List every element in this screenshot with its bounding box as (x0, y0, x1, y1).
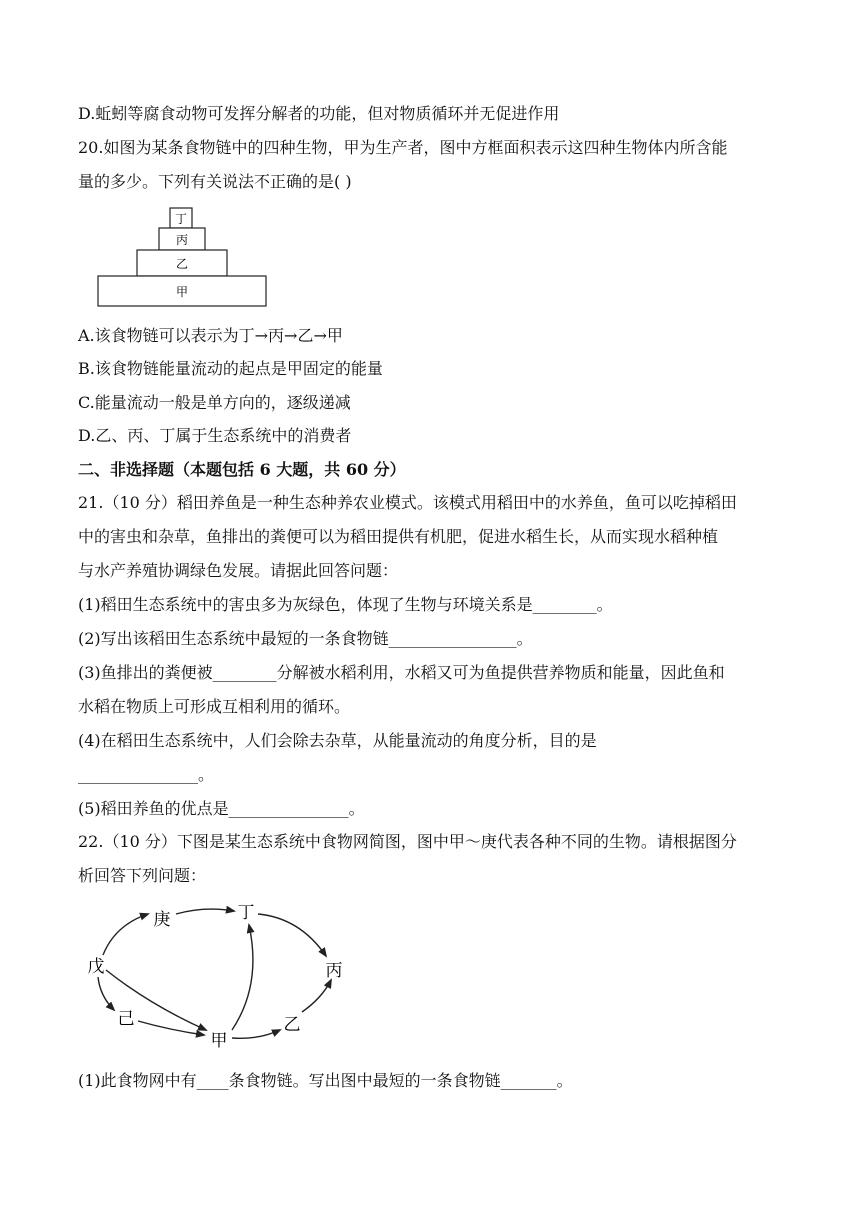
q22-sub-1: (1)此食物网中有____条食物链。写出图中最短的一条食物链_______。 (78, 1071, 573, 1090)
arrow-yi-to-bing (302, 980, 331, 1012)
node-ji: 己 (117, 1009, 135, 1029)
node-geng: 庚 (153, 910, 171, 930)
q22-stem-line-1: 22.（10 分）下图是某生态系统中食物网简图，图中甲～庚代表各种不同的生物。请根据图分 (78, 832, 737, 851)
node-jia: 甲 (210, 1031, 228, 1051)
pyramid-label-ding: 丁 (174, 212, 188, 226)
pyramid-label-yi: 乙 (175, 257, 189, 271)
pyramid-label-bing: 丙 (175, 233, 189, 247)
arrow-ding-to-bing (258, 914, 326, 956)
node-bing: 丙 (325, 961, 343, 981)
q20-option-a: A.该食物链可以表示为丁→丙→乙→甲 (78, 326, 343, 345)
q20-option-b: B.该食物链能量流动的起点是甲固定的能量 (78, 359, 383, 378)
arrow-ji-to-jia (138, 1021, 204, 1035)
food-web-figure (80, 892, 360, 1052)
arrow-jia-to-yi (232, 1030, 280, 1038)
q22-stem-line-2: 析回答下列问题： (78, 866, 207, 885)
q21-sub-4-line-2: _______________。 (78, 765, 215, 784)
q21-sub-5: (5)稻田养鱼的优点是_______________。 (78, 799, 365, 818)
arrow-wu-to-ji (98, 977, 114, 1010)
arrow-jia-to-ding (232, 925, 253, 1030)
node-yi: 乙 (283, 1015, 301, 1035)
pyramid-label-jia: 甲 (175, 285, 189, 299)
q21-stem-line-1: 21.（10 分）稻田养鱼是一种生态种养农业模式。该模式用稻田中的水养鱼，鱼可以吃掉稻田 (78, 493, 737, 512)
section-2-heading: 二、非选择题（本题包括 6 大题，共 60 分） (78, 460, 406, 479)
q20-option-d: D.乙、丙、丁属于生态系统中的消费者 (78, 426, 352, 445)
q21-sub-1: (1)稻田生态系统中的害虫多为灰绿色，体现了生物与环境关系是________。 (78, 595, 613, 614)
q21-stem-line-2: 中的害虫和杂草，鱼排出的粪便可以为稻田提供有机肥，促进水稻生长，从而实现水稻种植 (78, 527, 719, 546)
q21-sub-4-line-1: (4)在稻田生态系统中，人们会除去杂草，从能量流动的角度分析，目的是 (78, 731, 597, 750)
node-ding: 丁 (237, 903, 255, 923)
arrow-geng-to-ding (176, 909, 234, 914)
arrow-wu-to-geng (103, 914, 148, 955)
q20-option-c: C.能量流动一般是单方向的，逐级递减 (78, 393, 351, 412)
q21-sub-2: (2)写出该稻田生态系统中最短的一条食物链________________。 (78, 629, 533, 648)
node-wu: 戊 (87, 957, 105, 977)
q20-stem-line-2: 量的多少。下列有关说法不正确的是( ) (78, 172, 352, 191)
q21-sub-3-line-1: (3)鱼排出的粪便被________分解被水稻利用，水稻又可为鱼提供营养物质和能量，因此鱼和 (78, 663, 725, 682)
q19-option-d: D.蚯蚓等腐食动物可发挥分解者的功能，但对物质循环并无促进作用 (78, 104, 560, 123)
q21-stem-line-3: 与水产养殖协调绿色发展。请据此回答问题： (78, 561, 399, 580)
q21-sub-3-line-2: 水稻在物质上可形成互相利用的循环。 (78, 697, 351, 716)
energy-pyramid-figure (96, 206, 270, 310)
q20-stem-line-1: 20.如图为某条食物链中的四种生物，甲为生产者，图中方框面积表示这四种生物体内所含能 (78, 138, 728, 157)
